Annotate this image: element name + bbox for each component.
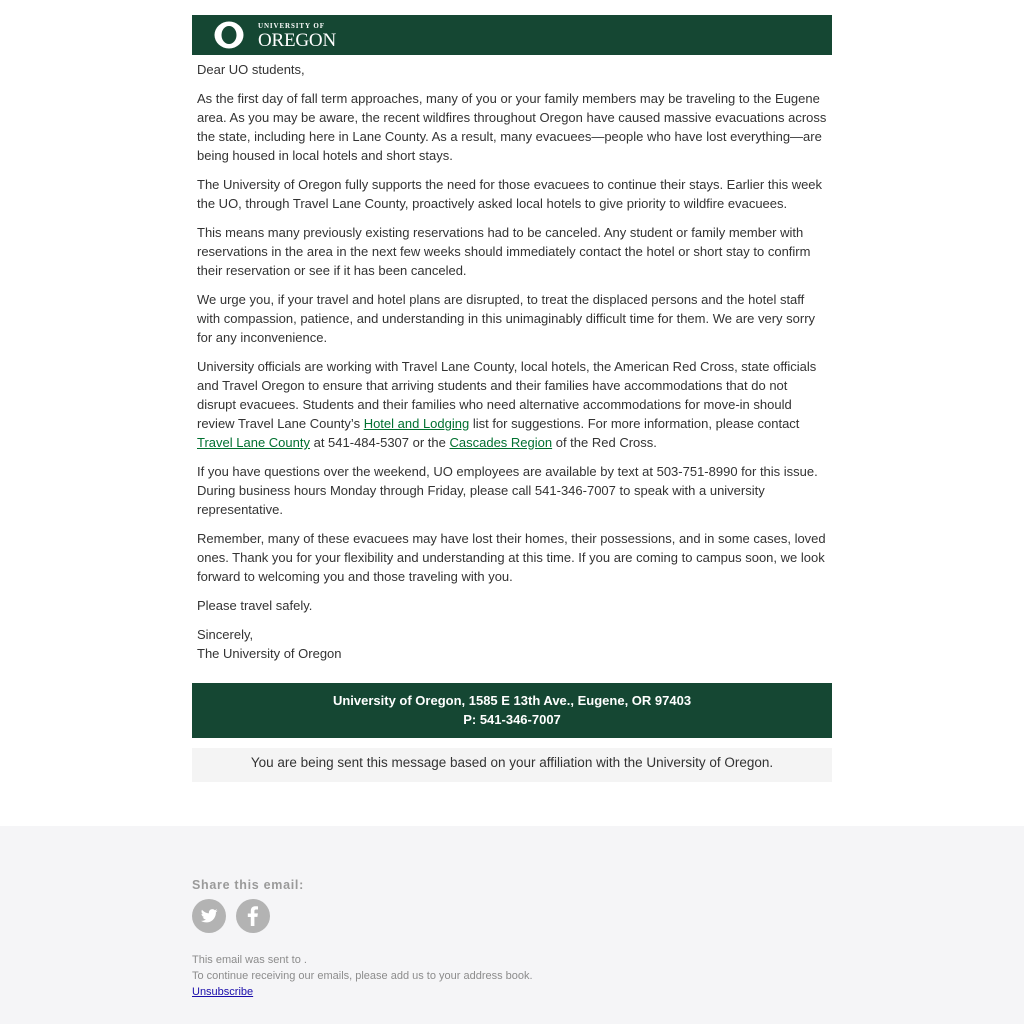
share-label: Share this email: bbox=[192, 878, 304, 892]
facebook-share-button[interactable] bbox=[236, 899, 270, 933]
sent-to-text: This email was sent to . bbox=[192, 954, 307, 966]
signature: The University of Oregon bbox=[197, 646, 342, 661]
oregon-o-icon bbox=[213, 20, 245, 50]
logo-university-of: UNIVERSITY OF bbox=[258, 21, 325, 30]
paragraph-3: This means many previously existing reservations had to be canceled. Any student or family member with reservations in the area in the next few weeks should immediately contact the hotel or short stay to confirm their reservation or see if it has been canceled. bbox=[197, 225, 811, 278]
email-meta-footer bbox=[0, 826, 1024, 1024]
twitter-share-button[interactable] bbox=[192, 899, 226, 933]
paragraph-4: We urge you, if your travel and hotel plans are disrupted, to treat the displaced persons and the hotel staff with compassion, patience, and understanding in this unimaginably difficult time for them. We are very sorry for any inconvenience. bbox=[197, 292, 816, 345]
paragraph-6: If you have questions over the weekend, UO employees are available by text at 503-751-8990 for this issue. During business hours Monday through Friday, please call 541-346-7007 to speak with a university representative. bbox=[197, 464, 818, 517]
cascades-region-link[interactable]: Cascades Region bbox=[449, 435, 553, 450]
email-container bbox=[192, 15, 832, 782]
paragraph-5-text-d: of the Red Cross. bbox=[552, 435, 657, 450]
paragraph-7: Remember, many of these evacuees may have lost their homes, their possessions, and in some cases, loved ones. Thank you for your flexibility and understanding at this time. If you are coming to campus soon, we look forward to welcoming you and those traveling with you. bbox=[197, 531, 826, 584]
unsubscribe-link[interactable]: Unsubscribe bbox=[192, 986, 254, 998]
signature-block bbox=[197, 625, 827, 663]
paragraph-5 bbox=[197, 357, 827, 452]
logo-oregon: OREGON bbox=[258, 29, 336, 51]
paragraph-5-text-c: at 541-484-5307 or the bbox=[309, 435, 450, 450]
email-body bbox=[192, 55, 832, 663]
greeting: Dear UO students, bbox=[197, 62, 305, 77]
email-header bbox=[192, 15, 832, 55]
logo-wordmark bbox=[258, 21, 336, 50]
footer-address: University of Oregon, 1585 E 13th Ave., Eugene, OR 97403 bbox=[332, 693, 692, 708]
closing: Sincerely, bbox=[197, 627, 254, 642]
paragraph-5-text-a: University officials are working with Travel Lane County, local hotels, the American Red Cross, state officials and Travel Oregon to ensure that arriving students and their families have accommodations that do not disrupt evacuees. Students and their families who need alternative accommodations for move-in should review Travel Lane County’s bbox=[197, 359, 817, 431]
uo-logo[interactable] bbox=[213, 19, 336, 51]
hotel-lodging-link[interactable]: Hotel and Lodging bbox=[363, 416, 470, 431]
address-book-text: To continue receiving our emails, please add us to your address book. bbox=[192, 970, 533, 982]
travel-lane-county-link[interactable]: Travel Lane County bbox=[197, 435, 310, 450]
address-footer bbox=[192, 683, 832, 738]
paragraph-2: The University of Oregon fully supports the need for those evacuees to continue their stays. Earlier this week the UO, through Travel Lane County, proactively asked local hotels to give priority to wildfire evacuees. bbox=[197, 177, 823, 211]
paragraph-8: Please travel safely. bbox=[197, 598, 313, 613]
twitter-icon bbox=[192, 899, 226, 933]
footer-phone: P: 541-346-7007 bbox=[463, 712, 561, 727]
affiliation-notice: You are being sent this message based on your affiliation with the University of Oregon. bbox=[192, 748, 832, 782]
paragraph-1: As the first day of fall term approaches, many of you or your family members may be traveling to the Eugene area. As you may be aware, the recent wildfires throughout Oregon have caused massive evacuations across the state, including here in Lane County. As a result, many evacuees—people who have lost everything—are being housed in local hotels and short stays. bbox=[197, 91, 827, 163]
facebook-icon bbox=[236, 899, 270, 933]
paragraph-5-text-b: list for suggestions. For more information, please contact bbox=[469, 416, 800, 431]
